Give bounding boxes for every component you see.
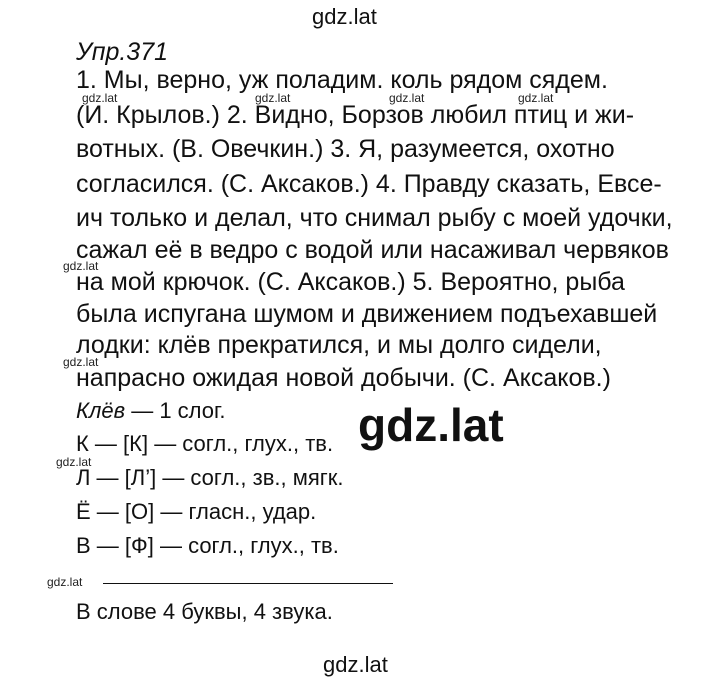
text-line: (И. Крылов.) 2. Видно, Борзов любил птиц и жи- — [76, 101, 635, 129]
watermark-small: gdz.lat — [82, 91, 118, 105]
exercise-title: Упр.371 — [76, 38, 169, 66]
divider-line — [103, 583, 393, 584]
text-line: 1. Мы, верно, уж поладим. коль рядом сядем. — [76, 66, 608, 94]
watermark-small: gdz.lat — [63, 259, 99, 273]
analysis-heading — [76, 398, 225, 424]
watermark-small: gdz.lat — [518, 91, 554, 105]
summary-line: В слове 4 буквы, 4 звука. — [76, 599, 333, 624]
watermark-small: gdz.lat — [389, 91, 425, 105]
syllable-count: — 1 слог. — [125, 398, 226, 423]
text-line: ич только и делал, что снимал рыбу с моей удочки, — [76, 204, 673, 232]
letter-analysis-row: К — [К] — согл., глух., тв. — [76, 431, 334, 456]
text-line: сажал её в ведро с водой или насаживал червяков — [76, 236, 669, 264]
watermark-small: gdz.lat — [255, 91, 291, 105]
text-line: согласился. (С. Аксаков.) 4. Правду сказать, Евсе- — [76, 170, 662, 198]
letter-analysis-row: В — [Ф] — согл., глух., тв. — [76, 533, 339, 558]
watermark-small: gdz.lat — [63, 355, 99, 369]
watermark-bottom: gdz.lat — [323, 652, 388, 677]
letter-analysis-row: Л — [Л’] — согл., зв., мягк. — [76, 465, 344, 490]
letter-analysis-row: Ё — [О] — гласн., удар. — [76, 499, 317, 524]
text-line: лодки: клёв прекратился, и мы долго сидели, — [76, 331, 602, 359]
watermark-large: gdz.lat — [358, 399, 504, 451]
text-line: на мой крючок. (С. Аксаков.) 5. Вероятно, рыба — [76, 268, 625, 296]
watermark-top: gdz.lat — [312, 4, 377, 29]
watermark-small: gdz.lat — [56, 455, 92, 469]
text-line: была испугана шумом и движением подъехавшей — [76, 300, 658, 328]
text-line: напрасно ожидая новой добычи. (С. Аксаков.) — [76, 364, 611, 392]
analysis-word: Клёв — [76, 398, 126, 423]
text-line: вотных. (В. Овечкин.) 3. Я, разумеется, охотно — [76, 135, 615, 163]
watermark-small: gdz.lat — [47, 575, 83, 589]
